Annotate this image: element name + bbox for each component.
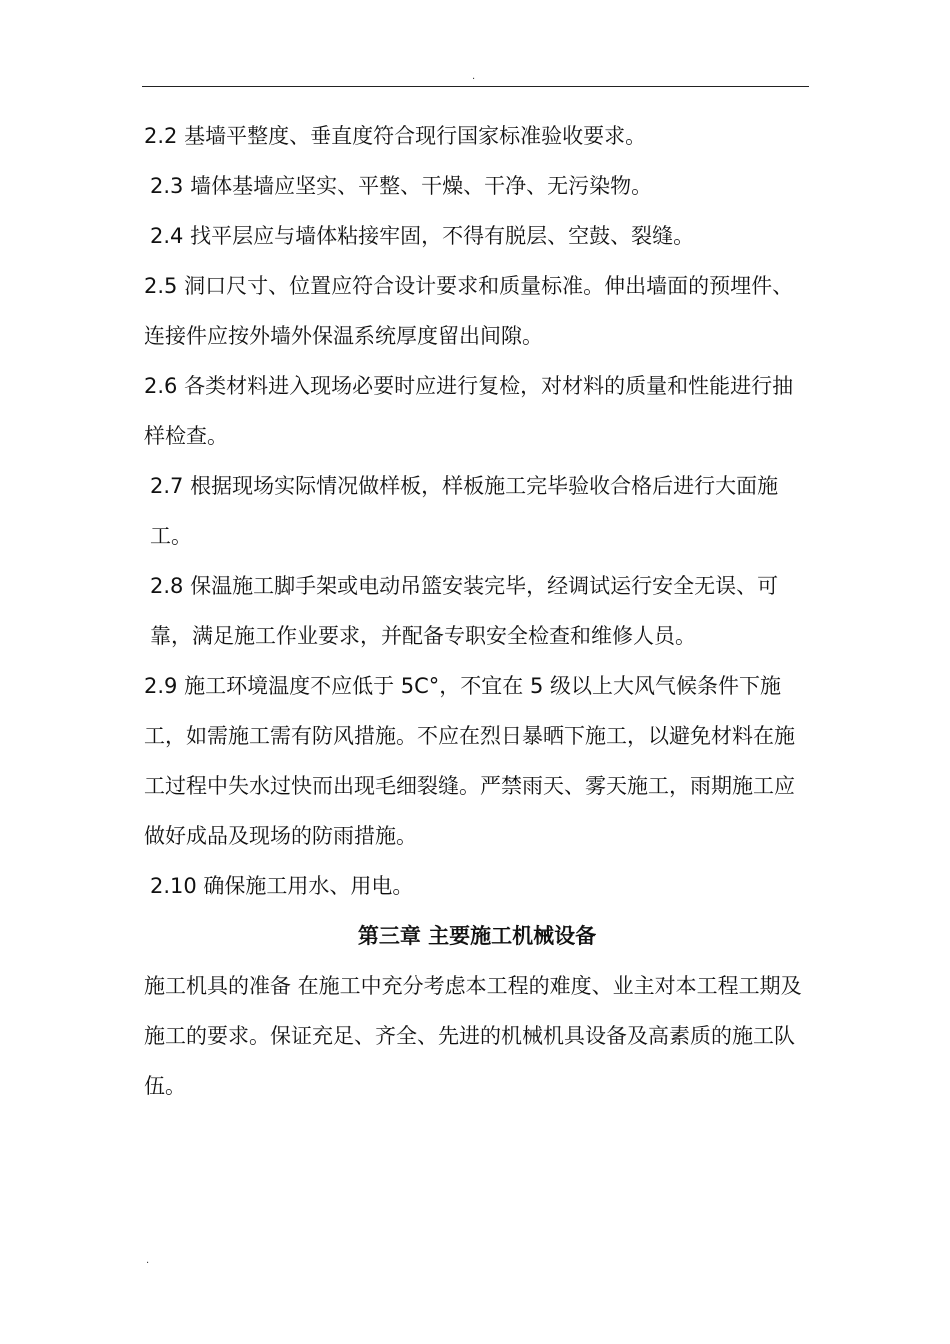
paragraph-2-8: 2.8 保温施工脚手架或电动吊篮安装完毕，经调试运行安全无误、可靠，满足施工作业要求，并配备专职安全检查和维修人员。 bbox=[150, 574, 779, 648]
paragraph-2-9: 2.9 施工环境温度不应低于 5C°，不宜在 5 级以上大风气候条件下施工，如需施工需有防风措施。不应在烈日暴晒下施工，以避免材料在施工过程中失水过快而出现毛细裂缝。严禁雨天、雾天施工，雨期施工应做好成品及现场的防雨措施。 bbox=[144, 674, 795, 848]
paragraph-2-3: 2.3 墙体基墙应坚实、平整、干燥、干净、无污染物。 bbox=[150, 174, 653, 198]
paragraph-2-6: 2.6 各类材料进入现场必要时应进行复检，对材料的质量和性能进行抽样检查。 bbox=[144, 374, 794, 448]
paragraph-2-7: 2.7 根据现场实际情况做样板，样板施工完毕验收合格后进行大面施工。 bbox=[150, 474, 779, 548]
paragraph-2-5: 2.5 洞口尺寸、位置应符合设计要求和质量标准。伸出墙面的预埋件、连接件应按外墙外保温系统厚度留出间隙。 bbox=[144, 274, 794, 348]
paragraph-2-10: 2.10 确保施工用水、用电。 bbox=[150, 874, 414, 898]
document-body bbox=[144, 111, 810, 1111]
chapter-heading: 第三章 主要施工机械设备 bbox=[357, 924, 597, 948]
paragraph-2-4: 2.4 找平层应与墙体粘接牢固，不得有脱层、空鼓、裂缝。 bbox=[150, 224, 695, 248]
header-mark: . bbox=[472, 71, 476, 82]
paragraph-2-2: 2.2 基墙平整度、垂直度符合现行国家标准验收要求。 bbox=[144, 124, 647, 148]
footer-mark: . bbox=[146, 1255, 150, 1266]
header-rule bbox=[142, 86, 809, 87]
chapter-body-paragraph: 施工机具的准备 在施工中充分考虑本工程的难度、业主对本工程工期及施工的要求。保证充足、齐全、先进的机械机具设备及高素质的施工队伍。 bbox=[144, 974, 802, 1098]
